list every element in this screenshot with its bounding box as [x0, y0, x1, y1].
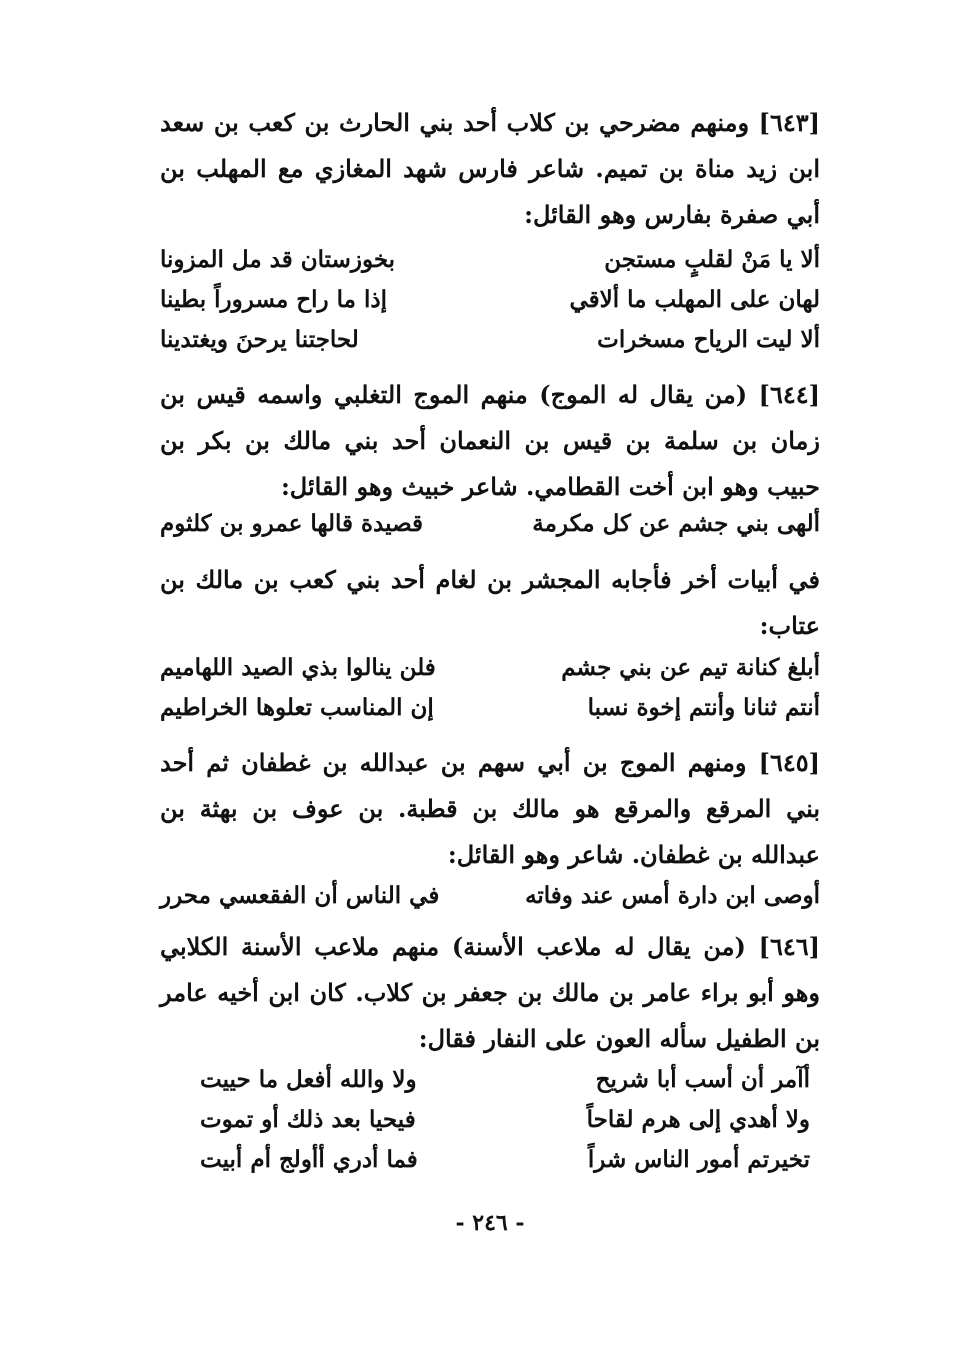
verse-line	[160, 504, 820, 544]
verse-line	[160, 876, 820, 916]
page-number: - ٢٤٦ -	[455, 1210, 525, 1236]
hemistich-second: إذا ما راح مسروراً بطينا	[160, 286, 388, 313]
verse-line	[160, 320, 820, 360]
entry-644	[160, 372, 820, 510]
hemistich-first: أبلغ كنانة تيم عن بني جشم	[561, 654, 820, 681]
verse-line	[160, 280, 820, 320]
hemistich-second: في الناس أن الفقعسي محرر	[160, 882, 440, 909]
hemistich-second: قصيدة قالها عمرو بن كلثوم	[160, 510, 424, 537]
poem-644	[160, 504, 820, 544]
hemistich-second: فيحيا بعد ذلك أو تموت	[200, 1106, 416, 1133]
verse-line	[200, 1060, 810, 1100]
hemistich-second: لحاجتنا يرحنَ ويغتدينا	[160, 326, 359, 353]
hemistich-first: أنتم ثنانا وأنتم إخوة نسبا	[587, 694, 820, 721]
verse-line	[200, 1140, 810, 1180]
verse-line	[160, 648, 820, 688]
hemistich-first: أوصى ابن دارة أمس عند وفاته	[525, 882, 820, 909]
entry-644-text: [٦٤٤] (من يقال له الموج) منهم الموج التغلبي واسمه قيس بن زمان بن سلمة بن قيس بن النعمان أحد بني مالك بن بكر بن حبيب وهو ابن أخت القطامي. شاعر خبيث وهو القائل:	[160, 380, 820, 501]
entry-644-reply-text: في أبيات أخر فأجابه المجشر بن لغام أحد بني كعب بن مالك بن عتاب:	[160, 565, 820, 640]
poem-644-reply	[160, 648, 820, 728]
hemistich-second: فما أدري أأولج أم أبيت	[200, 1146, 418, 1173]
hemistich-first: أآمر أن أسب أبا شريح	[595, 1066, 810, 1093]
hemistich-first: ولا أهدي إلى هرم لقاحاً	[586, 1106, 810, 1133]
entry-646	[160, 924, 820, 1062]
hemistich-first: لهان على المهلب ما ألاقي	[569, 286, 820, 313]
entry-643	[160, 100, 820, 238]
hemistich-second: بخوزستان قد مل المزونا	[160, 246, 396, 273]
poem-643	[160, 240, 820, 360]
poem-645	[160, 876, 820, 916]
verse-line	[200, 1100, 810, 1140]
hemistich-first: ألهى بني جشم عن كل مكرمة	[532, 510, 820, 537]
hemistich-second: فلن ينالوا بذي الصيد اللهاميم	[160, 654, 436, 681]
verse-line	[160, 240, 820, 280]
hemistich-second: ولا والله أفعل ما حييت	[200, 1066, 417, 1093]
hemistich-first: ألا ليت الرياح مسخرات	[597, 326, 820, 353]
verse-line	[160, 688, 820, 728]
hemistich-first: ألا يا مَنْ لقلبٍ مستجن	[604, 246, 820, 273]
hemistich-second: إن المناسب تعلوها الخراطيم	[160, 694, 434, 721]
entry-645	[160, 740, 820, 878]
entry-643-text: [٦٤٣] ومنهم مضرحي بن كلاب أحد بني الحارث بن كعب بن سعد ابن زيد مناة بن تميم. شاعر فارس شهد المغازي مع المهلب بن أبي صفرة بفارس وهو القائل:	[160, 108, 820, 229]
hemistich-first: تخيرتم أمور الناس شراً	[587, 1146, 810, 1173]
entry-645-text: [٦٤٥] ومنهم الموج بن أبي سهم بن عبدالله بن غطفان ثم أحد بني المرقع والمرقع هو مالك بن قطبة. بن عوف بن بهثة بن عبدالله بن غطفان. شاعر وهو القائل:	[160, 748, 820, 869]
poem-646	[200, 1060, 810, 1180]
entry-644-reply	[160, 557, 820, 649]
entry-646-text: [٦٤٦] (من يقال له ملاعب الأسنة) منهم ملاعب الأسنة الكلابي وهو أبو براء عامر بن مالك بن جعفر بن كلاب. كان ابن أخيه عامر بن الطفيل سأله العون على النفار فقال:	[160, 932, 820, 1053]
